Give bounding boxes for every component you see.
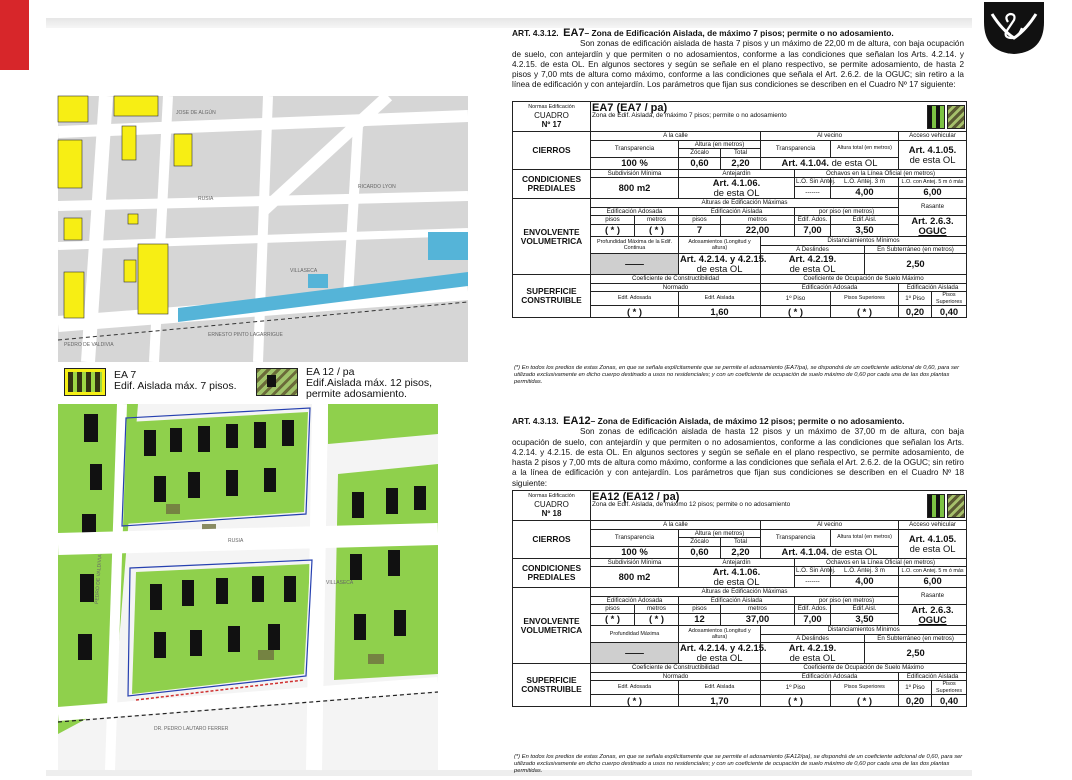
map1-street-label: VILLASECA [290, 268, 318, 274]
ampersand-logo-icon [982, 2, 1046, 54]
cuadro-title: EA12 (EA12 / pa) Zona de Edif. Aislada, de máximo 12 pisos; permite o no adosamiento [591, 491, 967, 521]
ea12-legend-swatch [256, 368, 298, 396]
map1-street-label: PEDRO DE VALDIVIA [64, 342, 114, 348]
map1-street-label: RICARDO LYON [358, 184, 396, 190]
article-4-3-13 [512, 416, 964, 489]
cuadro-label: Normas Edificación CUADRO Nº 18 [513, 491, 591, 521]
ea12-legend [306, 367, 432, 400]
map2-street-label: VILLASECA [326, 580, 354, 586]
top-rule [46, 18, 972, 28]
condiciones-label: CONDICIONES PREDIALES [513, 169, 591, 199]
ea12-legend-desc1: Edif.Aislada máx. 12 pisos, [306, 377, 433, 389]
zoning-map-ea12 [58, 404, 438, 770]
cuadro-title: EA7 (EA7 / pa) Zona de Edif. Aislada, de máximo 7 pisos; permite o no adosamiento [591, 102, 967, 132]
article-body: Son zonas de edificación aislada de hasta 12 pisos y un máximo de 37,00 m de altura, con baja ocupación de suelo, con antejardín y que permiten o no adosamientos, conforme a las condiciones que señalan los Arts. 4.2.14. y 4.2.15. de esta OL. En algunos sectores y según se señale en el plano respectivo, se permite adosamiento, de hasta 2 pisos y 7,00 mts de altura como máximo, conforme a las condiciones que señala el Art. 2.6.2. de la OGUC; sin retiro a la línea de edificación y con antejardín. Los parámetros que fijan sus condiciones se describen en el Cuadro Nº 18 siguiente: [512, 427, 964, 488]
article-code: EA12 [563, 415, 591, 427]
cuadro-18-table: Normas Edificación CUADRO Nº 18 EA12 (EA12 / pa) Zona de Edif. Aislada, de máximo 12 pisos; permite o no adosamiento CIERROS A la calle Al vecino Acceso vehicular Transparencia Altura (en metros) Transparencia Altura total (en metros) Art. 4.1.05. de esta OL Zócalo Total 100 % 0,60 2,20 Art. 4.1.04. de esta OL CONDICIONES PREDIALES Subdivisión Mínima Antejardín Ochavos en la Línea Oficial (en metros) 800 m2 Art. 4.1.06. de esta OL L.O. Sin Antej. L.O. Antej. 3 m L.O. con Antej. 5 m ó más ------- 4,00 6,00 ENVOLVENTE VOLUMETRICA Alturas de Edificación Máximas Rasante Edificación Adosada Edificación Aislada por piso (en metros) pisos metros pisos metros Edif. Ados. Edif.Aisl. Art. 2.6.3. OGUC ( * ) ( * ) 12 37,00 7,00 3,50 Profundidad Máxima Adosamientos (Longitud y altura) Distanciamientos Mínimos A Deslindes En Subterráneo (en metros) —— Art. 4.2.14. y 4.2.15. de esta OL Art. 4.2.19. de esta OL 2,50 SUPERFICIE CONSTRUIBLE Coeficiente de Constructibilidad Coeficiente de Ocupación de Suelo Máximo Normado Edificación Adosada Edificación Aislada Edif. Adosada Edif. Aislada 1º Piso Pisos Superiores 1º Piso Pisos Superiores ( * ) 1,70 ( * ) ( * ) 0,20 0,40 [512, 490, 967, 707]
article-4-3-12 [512, 28, 964, 91]
ea7-legend-code: EA 7 [114, 369, 137, 381]
article-heading: – Zona de Edificación Aislada, de máximo 7 pisos; permite o no adosamiento. [584, 28, 894, 38]
zone-pattern-icon [925, 105, 965, 129]
art-rasante: Art. 2.6.3. OGUC [899, 216, 967, 237]
zone-pattern-icon [925, 494, 965, 518]
art-acceso: Art. 4.1.05. de esta OL [899, 529, 967, 558]
art-antejardin: Art. 4.1.06. de esta OL [679, 178, 795, 199]
ea7-legend-desc: Edif. Aislada máx. 7 pisos. [114, 380, 237, 392]
art-rasante: Art. 2.6.3. OGUC [899, 605, 967, 626]
cuadro-label: Normas Edificación CUADRO Nº 17 [513, 102, 591, 132]
article-code: EA7 [563, 27, 585, 39]
ea12-legend-desc2: permite adosamiento. [306, 388, 407, 400]
map2-street-label: PEDRO DE VALDIVIA [94, 554, 104, 605]
art-vecino: Art. 4.1.04. de esta OL [761, 157, 899, 169]
article-number: ART. 4.3.13. [512, 416, 559, 426]
art-distanciamientos: Art. 4.2.19. de esta OL [761, 643, 865, 664]
ea7-legend [114, 370, 237, 392]
map1-street-label: RUSIA [198, 196, 214, 202]
superficie-label: SUPERFICIE CONSTRUIBLE [513, 664, 591, 707]
map2-street-label: RUSIA [228, 538, 244, 544]
cuadro-17-table: Normas Edificación CUADRO Nº 17 EA7 (EA7 / pa) Zona de Edif. Aislada, de máximo 7 pisos; permite o no adosamiento CIERROS A la calle Al vecino Acceso vehicular Transparencia Altura (en metros) Transparencia Altura total (en metros) Art. 4.1.05. de esta OL Zócalo Total 100 % 0,60 2,20 Art. 4.1.04. de esta OL CONDICIONES PREDIALES Subdivisión Mínima Antejardín Ochavos en la Línea Oficial (en metros) 800 m2 Art. 4.1.06. de esta OL L.O. Sin Antej. L.O. Antej. 3 m L.O. con Antej. 5 m ó más ------- 4,00 6,00 ENVOLVENTE VOLUMETRICA Alturas de Edificación Máximas Rasante Edificación Adosada Edificación Aislada por piso (en metros) pisos metros pisos metros Edif. Ados. Edif.Aisl. Art. 2.6.3. OGUC ( * ) ( * ) 7 22,00 7,00 3,50 Profundidad Máxima de la Edif. Continua Adosamientos (Longitud y altura) Distanciamientos Mínimos A Deslindes En Subterráneo (en metros) —— Art. 4.2.14. y 4.2.15. de esta OL Art. 4.2.19. de esta OL 2,50 SUPERFICIE CONSTRUIBLE Coeficiente de Constructibilidad Coeficiente de Ocupación de Suelo Máximo Normado Edificación Adosada Edificación Aislada Edif. Adosada Edif. Aislada 1º Piso Pisos Superiores 1º Piso Pisos Superiores ( * ) 1,60 ( * ) ( * ) 0,20 0,40 [512, 101, 967, 318]
table-footnote: (*) En todos los predios de estas Zonas, en que se señala explícitamente que se permite el adosamiento (EA7/pa), se dispondrá de un coeficiente adicional de 0,60, para ser utilizado exclusivamente en dicho cuerpo destinado a usos no residenciales; y con un coeficiente de ocupación de suelo máximo de 0,60 por cada una de las dos plantas permitidas. [514, 365, 960, 385]
article-number: ART. 4.3.12. [512, 28, 559, 38]
art-vecino: Art. 4.1.04. de esta OL [761, 546, 899, 558]
red-side-tab [0, 0, 29, 70]
cierros-label: CIERROS [513, 132, 591, 170]
ea7-legend-swatch [64, 368, 106, 396]
ea12-legend-code: EA 12 / pa [306, 366, 355, 378]
condiciones-label: CONDICIONES PREDIALES [513, 558, 591, 588]
map2-street-label: DR. PEDRO LAUTARO FERRER [154, 726, 229, 732]
envolvente-label: ENVOLVENTE VOLUMETRICA [513, 199, 591, 275]
cierros-label: CIERROS [513, 521, 591, 559]
map1-street-label: ERNESTO PINTO LAGARRIGUE [208, 332, 283, 338]
superficie-label: SUPERFICIE CONSTRUIBLE [513, 275, 591, 318]
table-footnote: (*) En todos los predios de estas Zonas, en que se señala explícitamente que se permite el adosamiento (EA12/pa), se dispondrá de un coeficiente adicional de 0,60, para ser utilizado exclusivamente en dicho cuerpo destinado a usos no residenciales; y con un coeficiente de ocupación de suelo máximo de 0,60 por cada una de las dos plantas permitidas. [514, 754, 963, 774]
art-adosamientos: Art. 4.2.14. y 4.2.15. de esta OL [680, 253, 767, 274]
art-acceso: Art. 4.1.05. de esta OL [899, 140, 967, 169]
map1-street-label: JOSE DE ALGÚN [176, 110, 216, 116]
article-heading: – Zona de Edificación Aislada, de máximo 12 pisos; permite o no adosamiento. [590, 416, 905, 426]
envolvente-label: ENVOLVENTE VOLUMETRICA [513, 588, 591, 664]
art-antejardin: Art. 4.1.06. de esta OL [679, 567, 795, 588]
art-adosamientos: Art. 4.2.14. y 4.2.15. de esta OL [680, 642, 767, 663]
art-distanciamientos: Art. 4.2.19. de esta OL [761, 254, 865, 275]
article-body: Son zonas de edificación aislada de hasta 7 pisos y un máximo de 22,00 m de altura, con baja ocupación de suelo, con antejardín y que permiten o no adosamientos, conforme a las condiciones que señalan los Arts. 4.2.14. y 4.2.15. de esta OL. En algunos sectores y según se señale en el plano respectivo, se permite adosamiento, de hasta 2 pisos y 7,00 mts de altura como máximo, conforme a las condiciones que señala el Art. 2.6.2. de la OGUC; sin retiro a la línea de edificación y con antejardín. Los parámetros que fijan sus condiciones se describen en el Cuadro Nº 17 siguiente: [512, 39, 964, 90]
zoning-map-ea7 [58, 96, 468, 362]
